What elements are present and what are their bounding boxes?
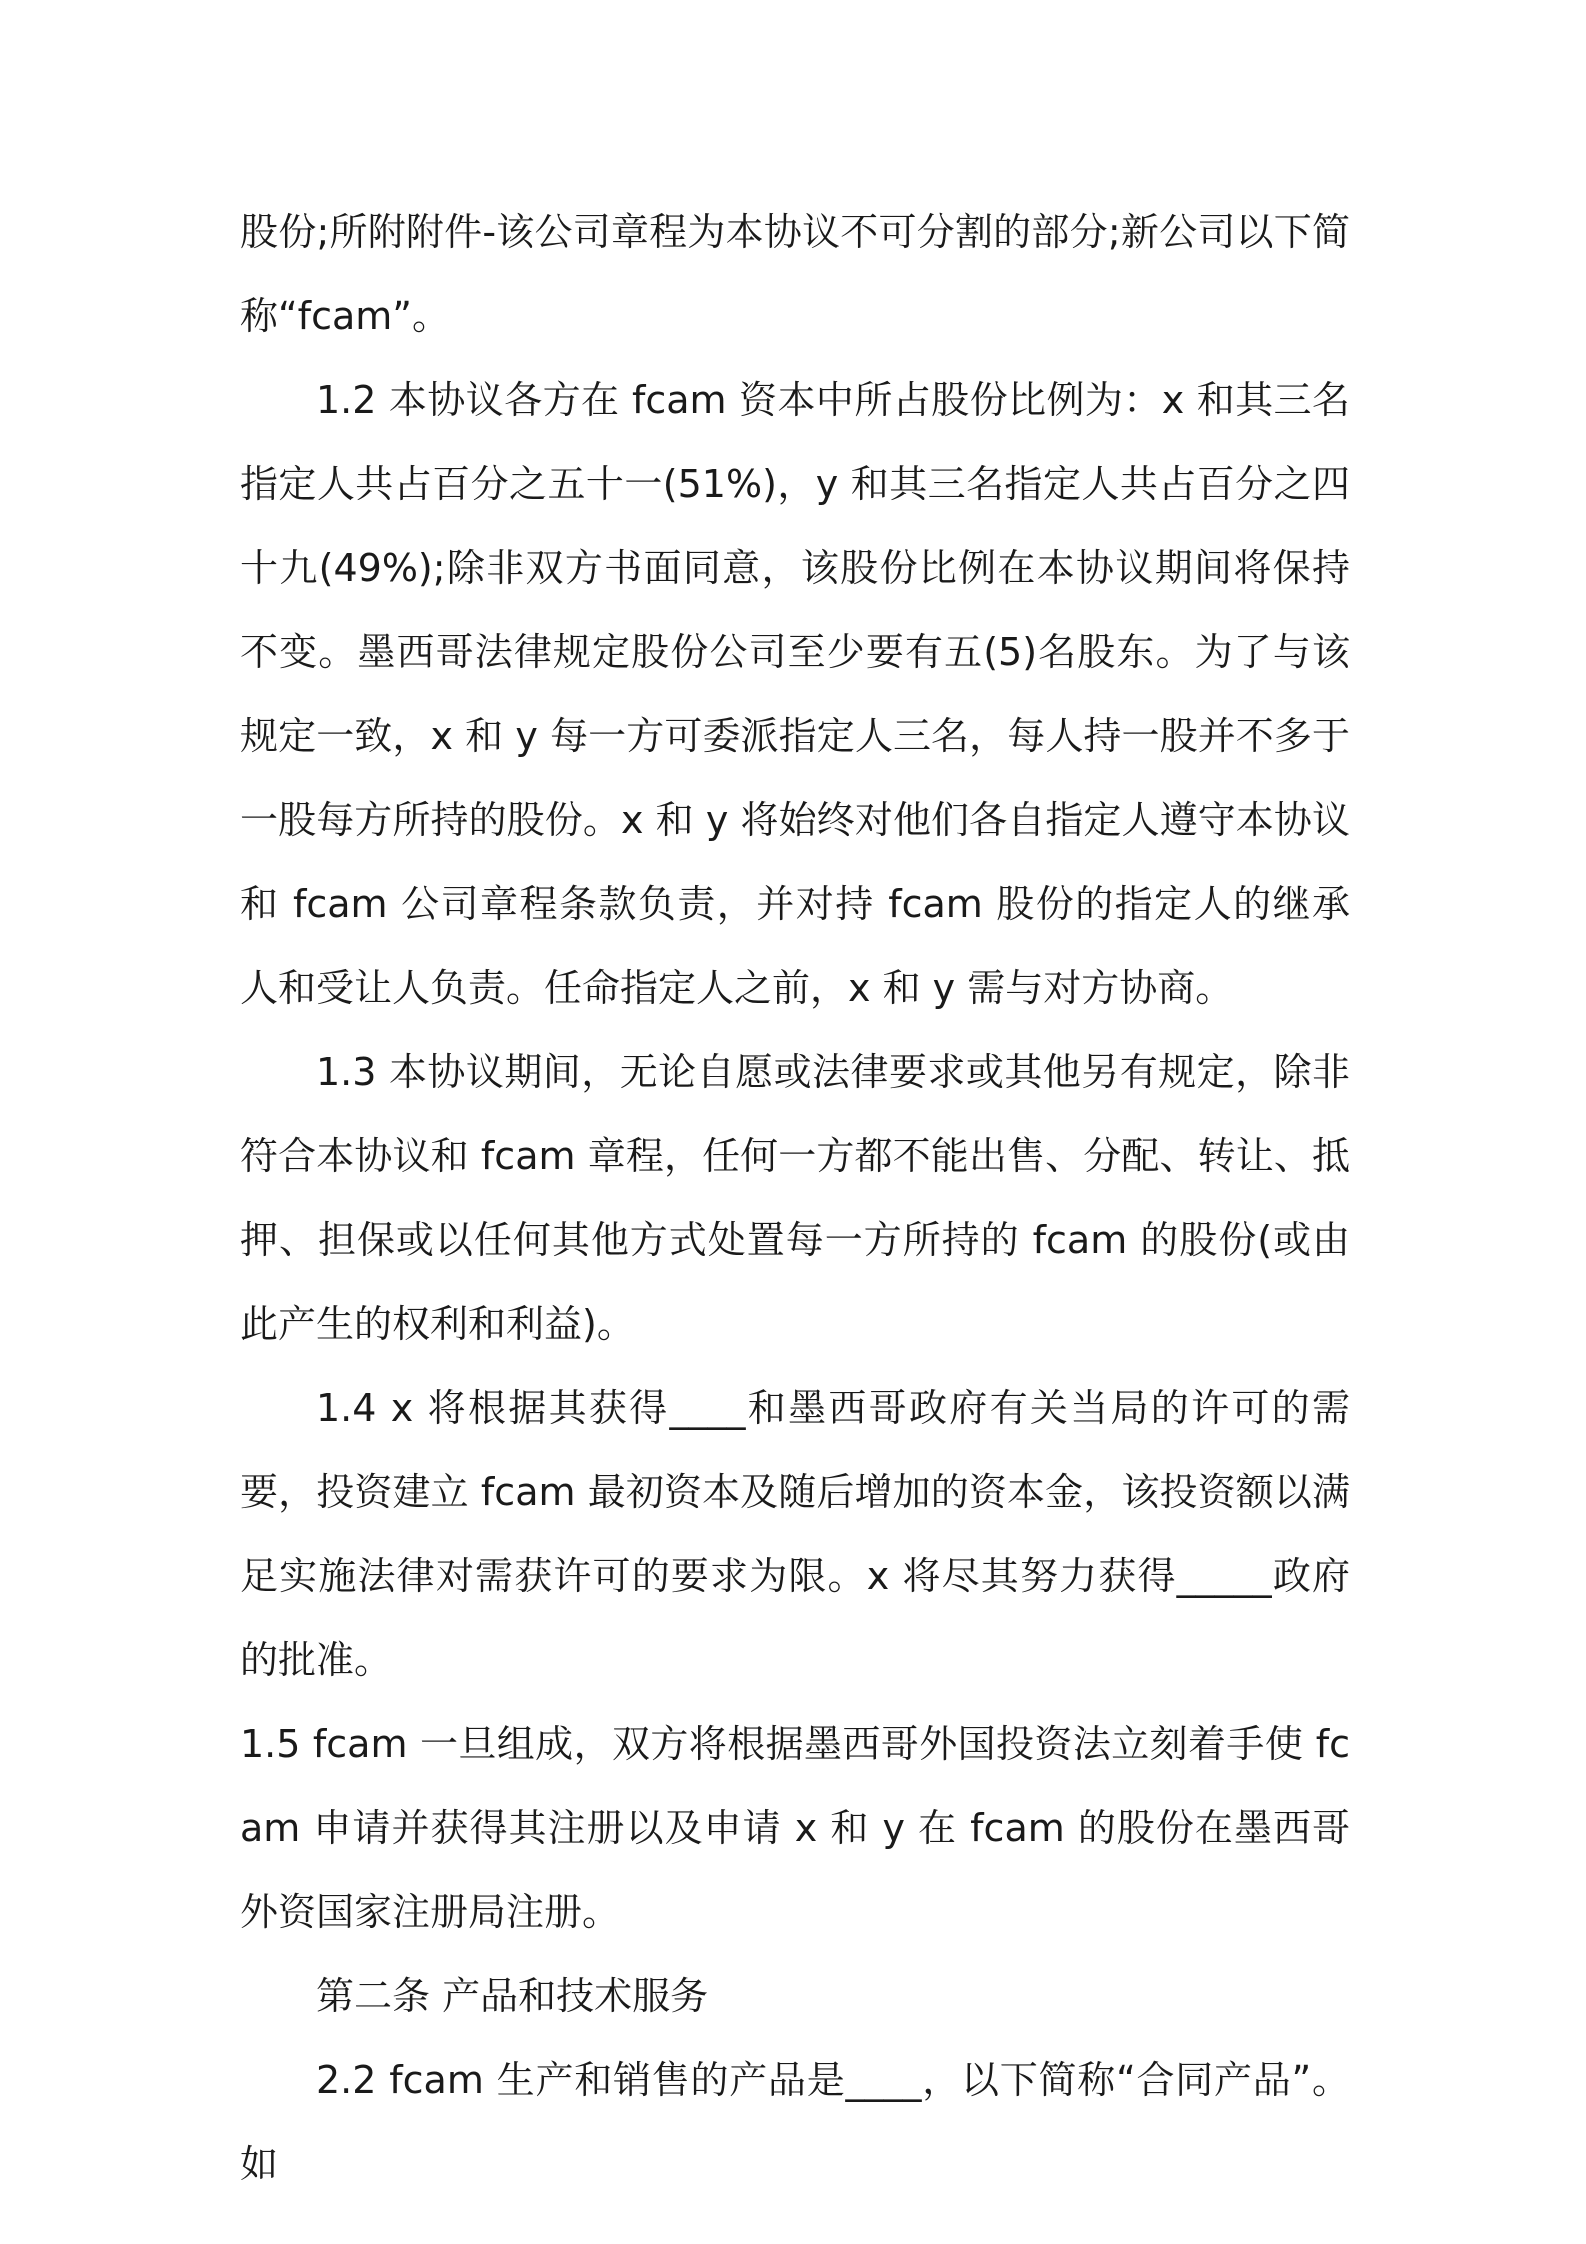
- paragraph-2-2: 2.2 fcam 生产和销售的产品是____，以下简称“合同产品”。如: [240, 2058, 1350, 2186]
- paragraph-1-2: 1.2 本协议各方在 fcam 资本中所占股份比例为：x 和其三名指定人共占百分之五十一(51%)，y 和其三名指定人共占百分之四十九(49%);除非双方书面同意，该股份比例在本协议期间将保持不变。墨西哥法律规定股份公司至少要有五(5)名股东。为了与该规定一致，x 和 y 每一方可委派指定人三名，每人持一股并不多于一股每方所持的股份。x 和 y 将始终对他们各自指定人遵守本协议和 fcam 公司章程条款负责，并对持 fcam 股份的指定人的继承人和受让人负责。任命指定人之前，x 和 y 需与对方协商。: [240, 378, 1350, 1010]
- paragraph-1-5: 1.5 fcam 一旦组成，双方将根据墨西哥外国投资法立刻着手使 fcam 申请并获得其注册以及申请 x 和 y 在 fcam 的股份在墨西哥外资国家注册局注册。: [240, 1722, 1350, 1934]
- document-page: [240, 190, 1350, 2206]
- paragraph-1-3: 1.3 本协议期间，无论自愿或法律要求或其他另有规定，除非符合本协议和 fcam 章程，任何一方都不能出售、分配、转让、抵押、担保或以任何其他方式处置每一方所持的 fcam 的股份(或由此产生的权利和利益)。: [240, 1050, 1350, 1346]
- section-heading-article-2: 第二条 产品和技术服务: [316, 1974, 709, 2018]
- paragraph-continuation: 股份;所附附件-该公司章程为本协议不可分割的部分;新公司以下简称“fcam”。: [240, 210, 1350, 338]
- paragraph-1-4: 1.4 x 将根据其获得____和墨西哥政府有关当局的许可的需要，投资建立 fcam 最初资本及随后增加的资本金，该投资额以满足实施法律对需获许可的要求为限。x 将尽其努力获得_____政府的批准。: [240, 1386, 1350, 1682]
